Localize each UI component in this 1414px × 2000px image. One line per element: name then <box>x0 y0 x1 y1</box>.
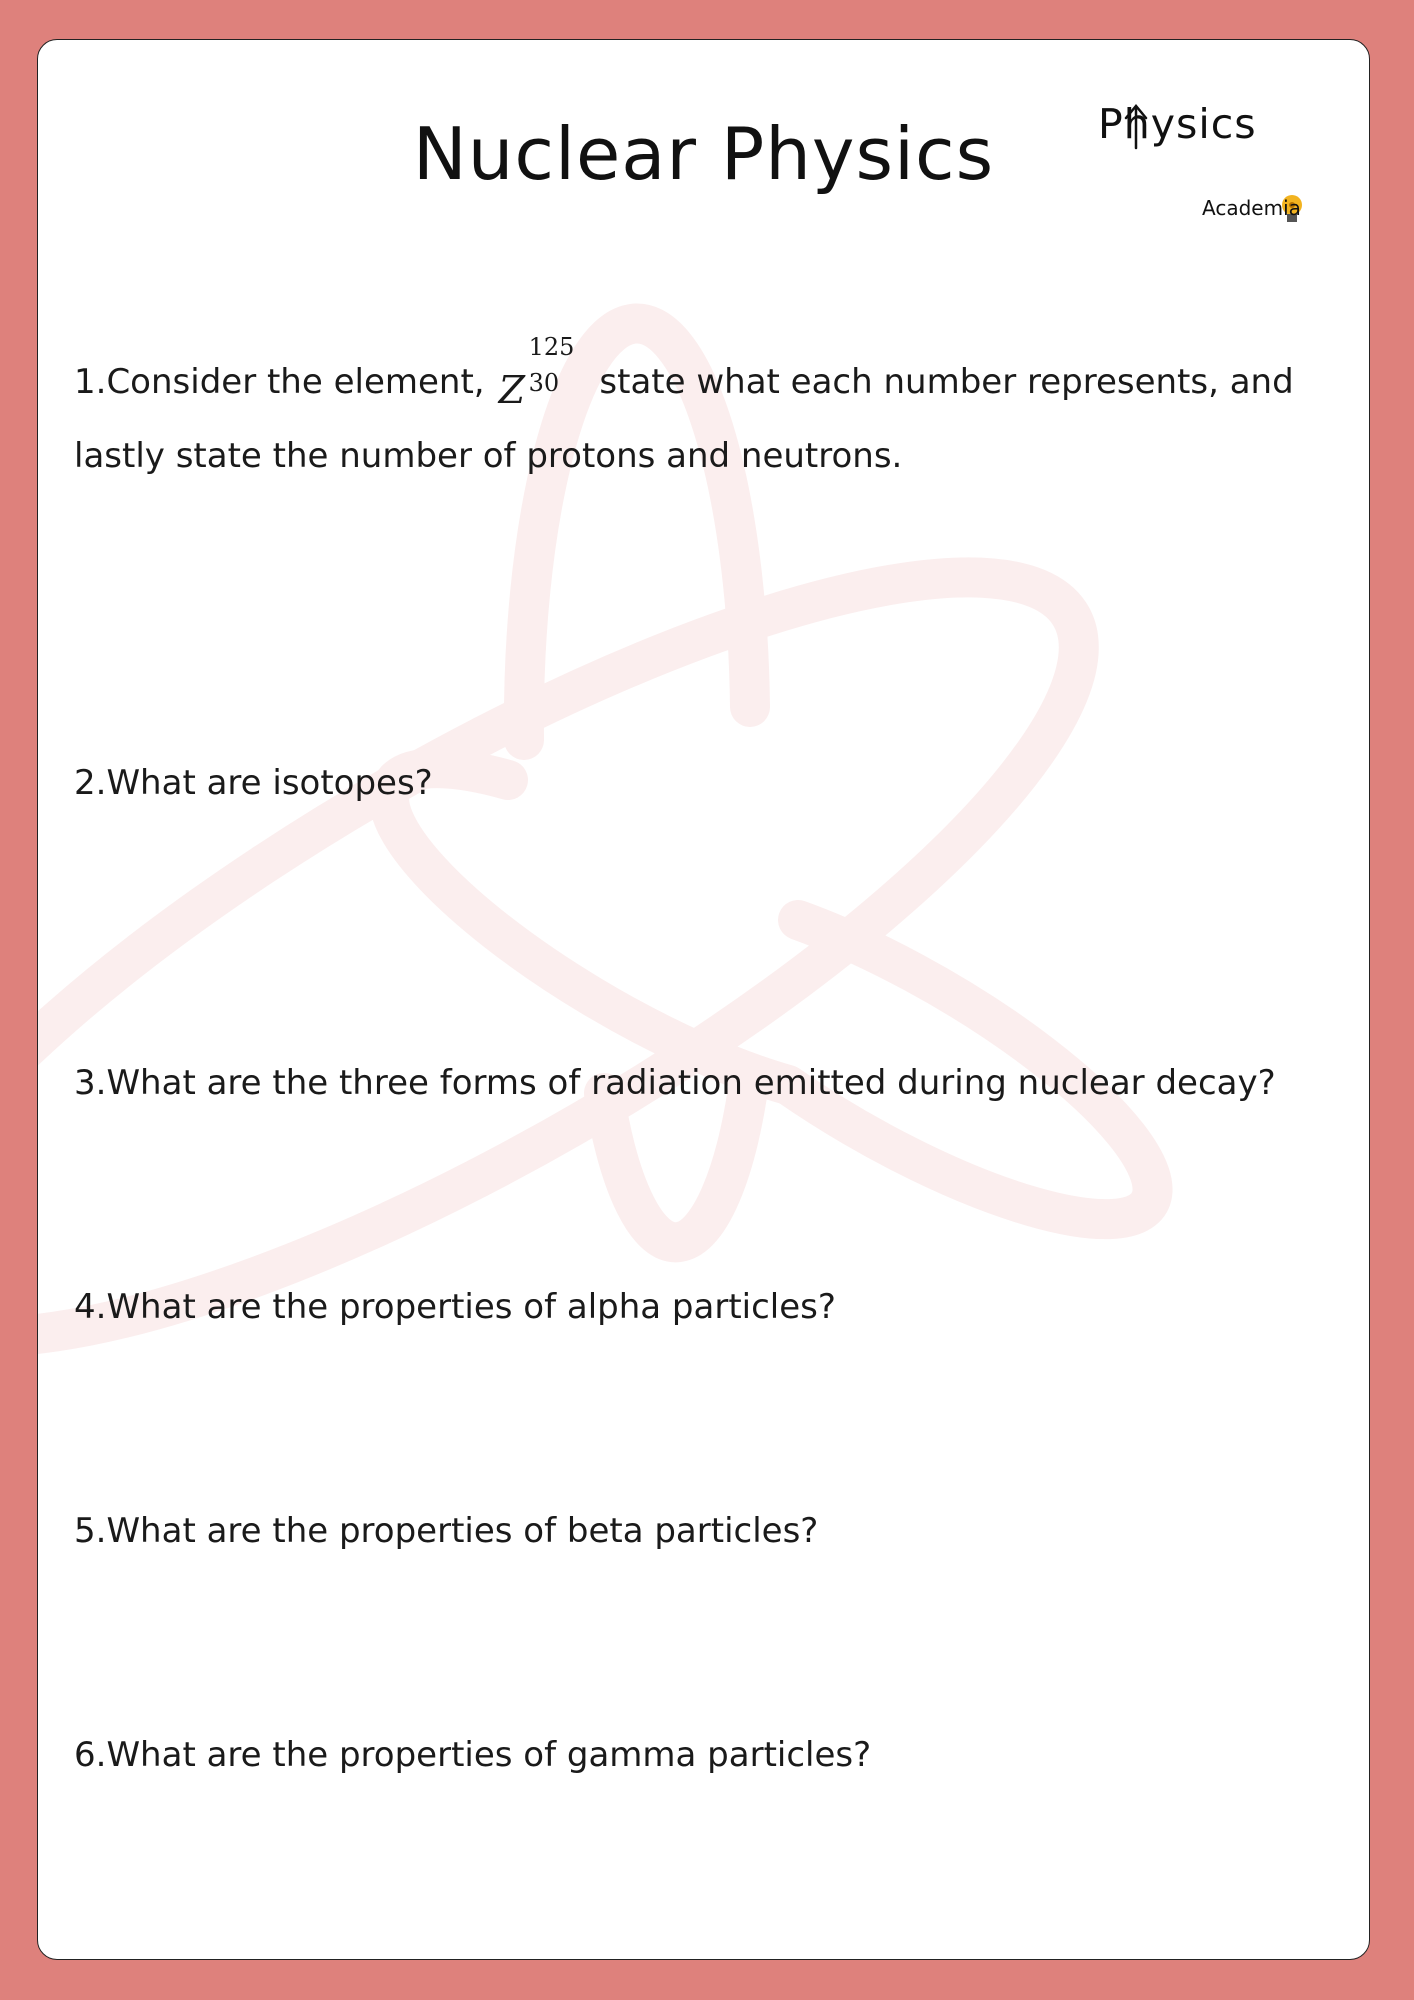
page-title: Nuclear Physics <box>412 112 995 196</box>
question-6: 6.What are the properties of gamma particles? <box>74 1735 872 1775</box>
question-4: 4.What are the properties of alpha particles? <box>74 1287 836 1327</box>
logo-sub-text: Academia <box>1202 196 1301 220</box>
question-2: 2.What are isotopes? <box>74 763 433 803</box>
question-5: 5.What are the properties of beta particles? <box>74 1511 819 1551</box>
element-symbol: Z <box>498 368 525 412</box>
mass-number: 125 <box>528 333 575 361</box>
question-1-lead: 1.Consider the element, <box>74 362 485 402</box>
question-3: 3.What are the three forms of radiation emitted during nuclear decay? <box>74 1063 1276 1103</box>
worksheet-sheet <box>37 39 1370 1960</box>
logo-main-text: Physics <box>1098 100 1257 148</box>
nuclide-notation <box>498 333 581 412</box>
question-1-tail: state what each number represents, and lastly state the number of protons and neutrons. <box>74 362 1294 476</box>
atom-watermark-icon <box>38 40 1369 1959</box>
physics-academia-logo <box>1098 92 1328 222</box>
question-1 <box>74 333 1349 493</box>
atomic-number: 30 <box>528 369 560 397</box>
